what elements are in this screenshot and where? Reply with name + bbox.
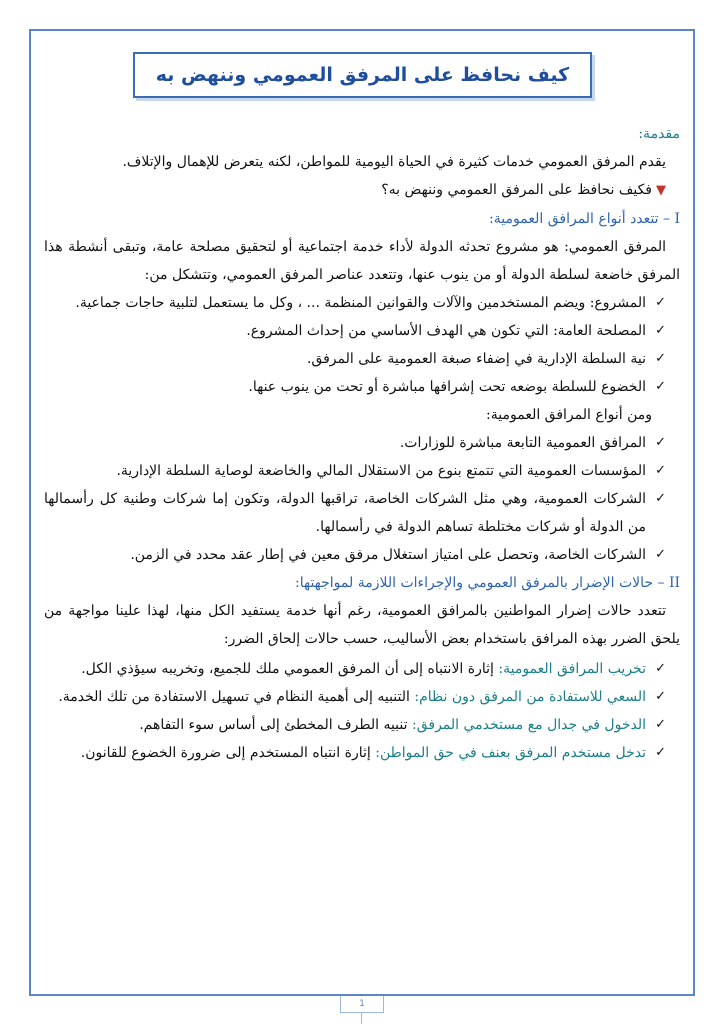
list-item: [44, 289, 666, 317]
item-text: الشركات الخاصة، وتحصل على امتياز استغلال مرفق معين في إطار عقد محدد في الزمن.: [130, 547, 646, 563]
check-icon: ✓: [655, 661, 666, 676]
intro-heading: مقدمة:: [638, 126, 680, 142]
definition-term: المرفق العمومي:: [564, 239, 666, 255]
hand-pointer-icon: ▼: [656, 183, 666, 198]
item-term: الدخول في جدال مع مستخدمي المرفق:: [411, 717, 646, 733]
list-item: [44, 457, 666, 485]
check-icon: ✓: [655, 379, 666, 394]
item-text: الخضوع للسلطة بوضعه تحت إشرافها مباشرة أو تحت من ينوب عنها.: [248, 379, 646, 395]
check-icon: ✓: [655, 547, 666, 562]
list-item: [44, 711, 666, 739]
question-text: فكيف نحافظ على المرفق العمومي وننهض به؟: [381, 182, 652, 198]
document-body: [44, 122, 680, 767]
check-icon: ✓: [655, 491, 666, 506]
definition-paragraph: [44, 233, 680, 289]
list-item: [44, 683, 666, 711]
types-list: [44, 429, 680, 569]
title-box: [133, 52, 592, 98]
section2-text: تتعدد حالات إضرار المواطنين بالمرافق العمومية، رغم أنها خدمة يستفيد الكل منها، لهذا علينا مواجهة من يلحق الضرر بهذه المرافق باستخدام بعض الأساليب، حسب حالات إلحاق الضرر:: [44, 603, 680, 647]
intro-text: يقدم المرفق العمومي خدمات كثيرة في الحياة اليومية للمواطن، لكنه يتعرض للإهمال والإتلاف.: [122, 154, 666, 170]
list-item: [44, 373, 666, 401]
check-icon: ✓: [655, 689, 666, 704]
item-text: نية السلطة الإدارية في إضفاء صبغة العمومية على المرفق.: [306, 351, 646, 367]
item-text: إثارة الانتباه إلى أن المرفق العمومي ملك للجميع، وتخريبه سيؤذي الكل.: [81, 661, 494, 677]
item-text: الشركات العمومية، وهي مثل الشركات الخاصة، تراقبها الدولة، وتكون إما شركات وطنية كل رأسمالها من الدولة أو شركات مختلطة تساهم الدولة في رأسمالها.: [44, 491, 646, 535]
check-icon: ✓: [655, 745, 666, 760]
item-text: إثارة انتباه المستخدم إلى ضرورة الخضوع للقانون.: [80, 745, 371, 761]
list-item: [44, 739, 666, 767]
intro-question: [44, 176, 680, 205]
check-icon: ✓: [655, 435, 666, 450]
cases-list: [44, 655, 680, 767]
list-item: [44, 317, 666, 345]
page-number-line: [361, 1012, 362, 1024]
item-text: المصلحة العامة: التي تكون هي الهدف الأساسي من إحداث المشروع.: [246, 323, 646, 339]
item-text: المؤسسات العمومية التي تتمتع بنوع من الاستقلال المالي والخاضعة لوصاية السلطة الإدارية.: [116, 463, 646, 479]
section1-heading: I – تتعدد أنواع المرافق العمومية:: [489, 211, 680, 227]
elements-list: [44, 289, 680, 401]
definition-text: هو مشروع تحدثه الدولة لأداء خدمة اجتماعية أو لتحقيق مصلحة عامة، وتبقى أنشطة هذا المرفق خاضعة لسلطة الدولة أو من ينوب عنها، وتتعدد عناصر المرفق العمومي، وتتشكل من:: [44, 239, 680, 283]
list-item: [44, 655, 666, 683]
check-icon: ✓: [655, 295, 666, 310]
list-item: [44, 541, 666, 569]
item-term: تدخل مستخدم المرفق بعنف في حق المواطن:: [375, 745, 646, 761]
item-term: السعي للاستفادة من المرفق دون نظام:: [414, 689, 646, 705]
item-term: المشروع:: [589, 295, 646, 311]
item-term: تخريب المرافق العمومية:: [498, 661, 646, 677]
list-item: [44, 485, 666, 541]
page-number: 1: [340, 996, 384, 1013]
item-text: ويضم المستخدمين والآلات والقوانين المنظمة ... ، وكل ما يستعمل لتلبية حاجات جماعية.: [75, 295, 586, 311]
item-text: المرافق العمومية التابعة مباشرة للوزارات.: [399, 435, 646, 451]
item-text: تنبيه الطرف المخطئ إلى أساس سوء التفاهم.: [139, 717, 408, 733]
list-item: [44, 345, 666, 373]
item-text: التنبيه إلى أهمية النظام في تسهيل الاستفادة من تلك الخدمة.: [58, 689, 410, 705]
check-icon: ✓: [655, 351, 666, 366]
types-heading: ومن أنواع المرافق العمومية:: [486, 407, 652, 423]
page-title: كيف نحافظ على المرفق العمومي وننهض به: [155, 64, 570, 86]
section2-heading: II – حالات الإضرار بالمرفق العمومي والإجراءات اللازمة لمواجهتها:: [295, 575, 680, 591]
list-item: [44, 429, 666, 457]
check-icon: ✓: [655, 323, 666, 338]
check-icon: ✓: [655, 463, 666, 478]
check-icon: ✓: [655, 717, 666, 732]
